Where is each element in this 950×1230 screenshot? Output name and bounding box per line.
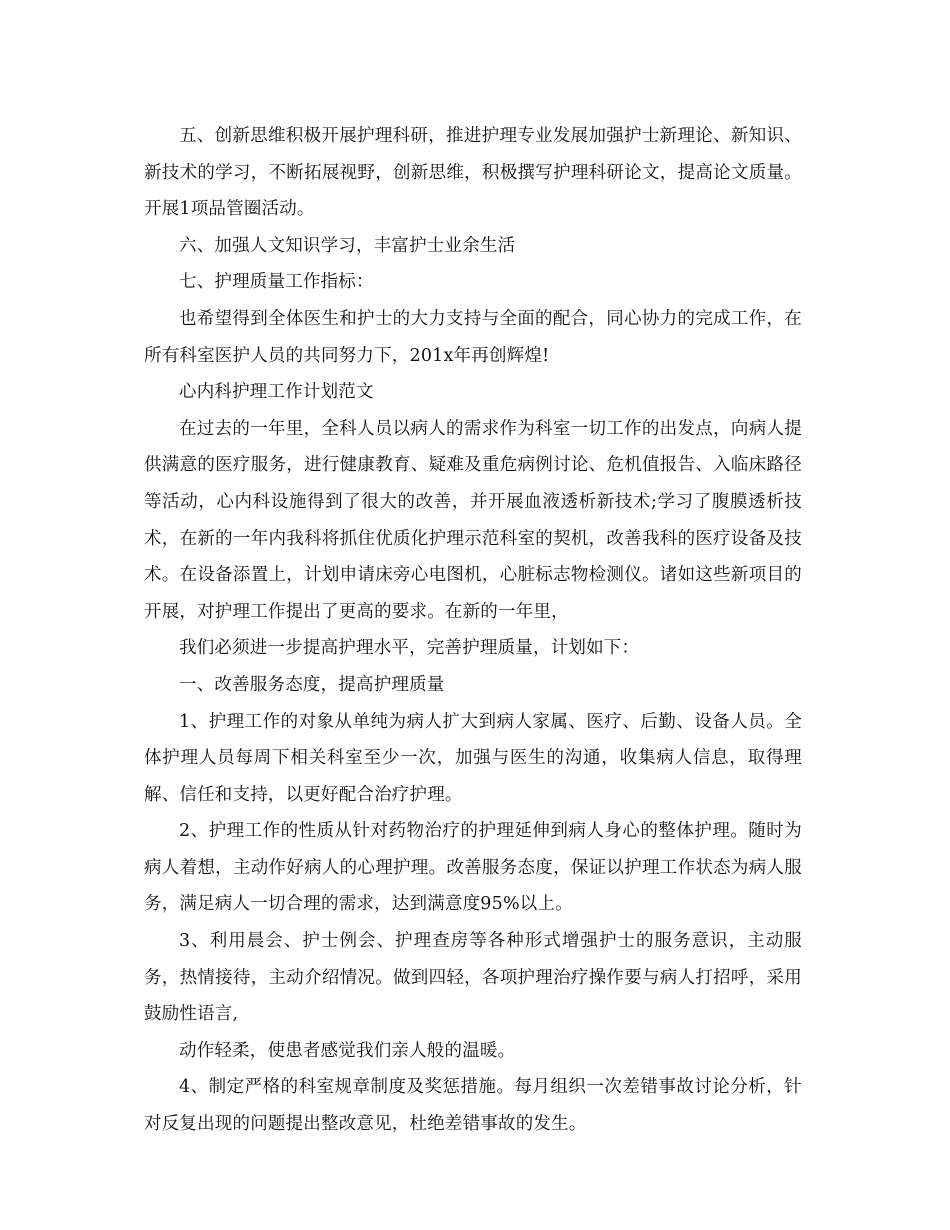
paragraph-item-1: 1、护理工作的对象从单纯为病人扩大到病人家属、医疗、后勤、设备人员。全体护理人员每周下相关科室至少一次，加强与医生的沟通，收集病人信息，取得理解、信任和支持，以更好配合治疗护理。 — [144, 711, 802, 805]
paragraph-item-2: 2、护理工作的性质从针对药物治疗的护理延伸到病人身心的整体护理。随时为病人着想，主动作好病人的心理护理。改善服务态度，保证以护理工作状态为病人服务，满足病人一切合理的需求，达到满意度95%以上。 — [144, 821, 802, 915]
paragraph-item-4: 4、制定严格的科室规章制度及奖惩措施。每月组织一次差错事故讨论分析，针对反复出现的问题提出整改意见，杜绝差错事故的发生。 — [144, 1077, 802, 1135]
paragraph-item-3-continued: 动作轻柔，使患者感觉我们亲人般的温暖。 — [179, 1040, 516, 1061]
paragraph-quality-indicators: 七、护理质量工作指标： — [179, 272, 374, 293]
paragraph-innovation-research: 五、创新思维积极开展护理科研，推进护理专业发展加强护士新理论、新知识、新技术的学习，不断拓展视野，创新思维，积极撰写护理科研论文，提高论文质量。开展1项品管圈活动。 — [144, 126, 802, 220]
section-title: 心内科护理工作计划范文 — [179, 382, 374, 403]
paragraph-humanities-study: 六、加强人文知识学习，丰富护士业余生活 — [179, 235, 516, 256]
paragraph-closing-hope: 也希望得到全体医生和护士的大力支持与全面的配合，同心协力的完成工作，在所有科室医护人员的共同努力下，201x年再创辉煌! — [144, 308, 802, 366]
paragraph-item-3: 3、利用晨会、护士例会、护理查房等各种形式增强护士的服务意识，主动服务，热情接待，主动介绍情况。做到四轻，各项护理治疗操作要与病人打招呼，采用鼓励性语言, — [144, 931, 802, 1025]
paragraph-plan-intro: 我们必须进一步提高护理水平，完善护理质量，计划如下： — [179, 638, 640, 659]
paragraph-past-year-review: 在过去的一年里，全科人员以病人的需求作为科室一切工作的出发点，向病人提供满意的医疗服务，进行健康教育、疑难及重危病例讨论、危机值报告、入临床路径等活动，心内科设施得到了很大的改善，并开展血液透析新技术;学习了腹膜透析技术，在新的一年内我科将抓住优质化护理示范科室的契机，改善我科的医疗设备及技术。在设备添置上，计划申请床旁心电图机，心脏标志物检测仪。诸如这些新项目的开展，对护理工作提出了更高的要求。在新的一年里， — [144, 418, 802, 622]
paragraph-heading-service-attitude: 一、改善服务态度，提高护理质量 — [179, 674, 445, 695]
